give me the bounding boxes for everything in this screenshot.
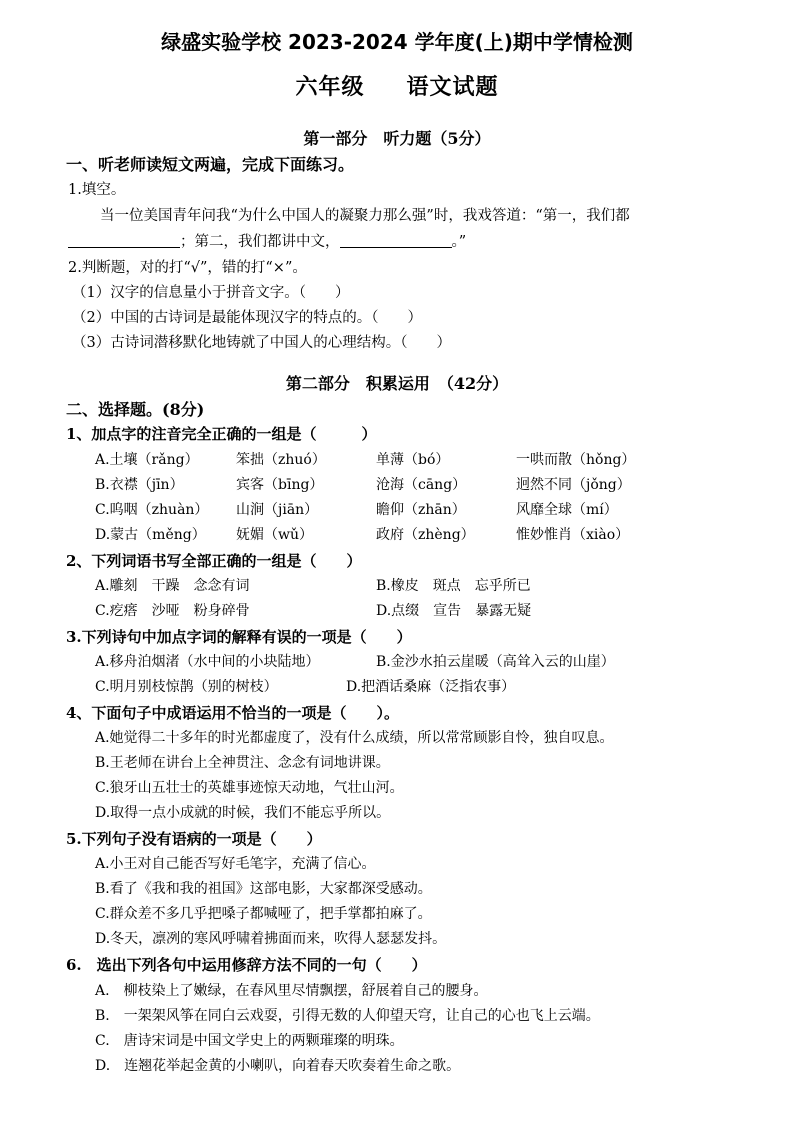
option-cell: 风靡全球（mí）	[516, 502, 618, 518]
option-cell: D.点缀 宣告 暴露无疑	[376, 603, 532, 619]
question-3-stem: 3.下列诗句中加点字词的解释有误的一项是（ ）	[66, 628, 412, 646]
option-cell: D.把酒话桑麻（泛指农事）	[346, 679, 516, 695]
exam-subtitle	[0, 70, 794, 101]
option-line: B.王老师在讲台上全神贯注、念念有词地讲课。	[95, 755, 390, 771]
judge-item: （3）古诗词潜移默化地铸就了中国人的心理结构。（ ）	[72, 335, 451, 351]
option-cell: 迥然不同（jǒng）	[516, 477, 631, 493]
option-cell: B.衣襟（jīn）	[95, 477, 184, 493]
part1-section-title: 一、听老师读短文两遍，完成下面练习。	[66, 155, 355, 174]
option-cell: C.疙瘩 沙哑 粉身碎骨	[95, 603, 250, 619]
option-line: A.小王对自己能否写好毛笔字，充满了信心。	[95, 856, 376, 872]
exam-title: 绿盛实验学校 2023-2024 学年度(上)期中学情检测	[161, 30, 633, 54]
option-cell: B.橡皮 斑点 忘乎所已	[376, 578, 531, 594]
part2-title: 第二部分 积累运用 （42分）	[285, 374, 509, 393]
question-4-stem: 4、下面句子中成语运用不恰当的一项是（ ）。	[66, 704, 399, 722]
subject-label: 语文试题	[406, 75, 499, 100]
option-line: A.她觉得二十多年的时光都虚度了，没有什么成绩，所以常常顾影自怜，独自叹息。	[95, 730, 614, 746]
option-line: C. 唐诗宋词是中国文学史上的两颗璀璨的明珠。	[95, 1033, 404, 1049]
option-cell: A.土壤（rǎng）	[95, 452, 199, 468]
option-cell: B.金沙水拍云崖暖（高耸入云的山崖）	[376, 654, 615, 670]
judge-item: （2）中国的古诗词是最能体现汉字的特点的。（ ）	[72, 310, 422, 326]
option-line: B.看了《我和我的祖国》这部电影，大家都深受感动。	[95, 881, 432, 897]
option-cell: 笨拙（zhuó）	[236, 452, 326, 468]
question-2-stem: 2、下列词语书写全部正确的一组是（ ）	[66, 552, 362, 570]
option-line: D.取得一点小成就的时候，我们不能忘乎所以。	[95, 805, 391, 821]
option-line: B. 一架架风筝在同白云戏耍，引得无数的人仰望天穹，让自己的心也飞上云端。	[95, 1008, 600, 1024]
option-cell: 单薄（bó）	[376, 452, 450, 468]
option-cell: 瞻仰（zhān）	[376, 502, 466, 518]
q1-text-c: 。”	[451, 234, 467, 250]
option-cell: C.呜咽（zhuàn）	[95, 502, 209, 518]
answer-blank-2[interactable]	[340, 233, 452, 248]
question-5-stem: 5.下列句子没有语病的一项是（ ）	[66, 830, 322, 848]
option-line: A. 柳枝染上了嫩绿，在春风里尽情飘摆，舒展着自己的腰身。	[95, 983, 488, 999]
q1-text-b: ；第二，我们都讲中文，	[180, 234, 340, 250]
q2-label: 2.判断题，对的打“√”，错的打“×”。	[68, 260, 307, 276]
grade-label: 六年级	[295, 75, 365, 100]
q1-text-b-line	[68, 230, 466, 251]
option-line: D.冬天，凛冽的寒风呼啸着拂面而来，吹得人瑟瑟发抖。	[95, 931, 447, 947]
answer-blank-1[interactable]	[68, 233, 180, 248]
part2-section-title: 二、选择题。(8分)	[66, 400, 205, 419]
option-cell: C.明月别枝惊鹊（别的树枝）	[95, 679, 278, 695]
question-6-stem: 6. 选出下列各句中运用修辞方法不同的一句（ ）	[66, 956, 427, 974]
option-cell: 惟妙惟肖（xiào）	[516, 527, 630, 543]
option-line: C.群众差不多几乎把嗓子都喊哑了，把手掌都拍麻了。	[95, 906, 432, 922]
option-cell: A.移舟泊烟渚（水中间的小块陆地）	[95, 654, 320, 670]
option-cell: 妩媚（wǔ）	[236, 527, 313, 543]
judge-item: （1）汉字的信息量小于拼音文字。（ ）	[72, 285, 350, 301]
option-line: D. 连翘花举起金黄的小喇叭，向着春天吹奏着生命之歌。	[95, 1058, 461, 1074]
option-line: C.狼牙山五壮士的英雄事迹惊天动地，气壮山河。	[95, 780, 404, 796]
question-1-stem: 1、加点字的注音完全正确的一组是（ ）	[66, 425, 377, 443]
q1-label: 1.填空。	[68, 182, 126, 198]
option-cell: A.雕刻 干躁 念念有词	[95, 578, 250, 594]
q1-text-a: 当一位美国青年问我“为什么中国人的凝聚力那么强”时，我戏答道：“第一，我们都	[100, 208, 630, 224]
option-cell: 一哄而散（hǒng）	[516, 452, 636, 468]
option-cell: 山涧（jiān）	[236, 502, 319, 518]
option-cell: D.蒙古（měng）	[95, 527, 206, 543]
part1-title: 第一部分 听力题（5分）	[303, 129, 491, 148]
option-cell: 沧海（cāng）	[376, 477, 467, 493]
option-cell: 宾客（bīng）	[236, 477, 324, 493]
option-cell: 政府（zhèng）	[376, 527, 475, 543]
